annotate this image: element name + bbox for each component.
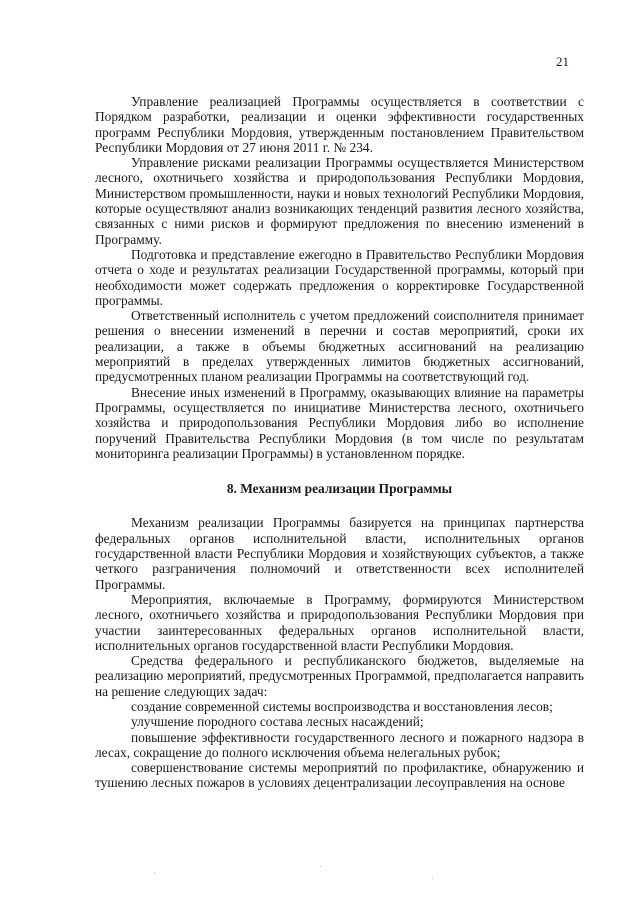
task-item: повышение эффективности государственного лесного и пожарного надзора в лесах, сокращение до полного исключения объема нелегальных рубок; — [95, 729, 584, 760]
page-number: 21 — [556, 54, 569, 69]
paragraph-annual-report: Подготовка и представление ежегодно в Правительство Республики Мордовия отчета о ходе и результатах реализации Государственной программы, который при необходимости может содержать предложения о корректировке Государственной программы. — [95, 246, 584, 308]
scan-speck — [432, 878, 433, 879]
paragraph-measures: Мероприятия, включаемые в Программу, формируются Министерством лесного, охотничьего хозяйства и природопользования Республики Мордовия при участии заинтересованных федеральных органов исполнительной власти, исполнительных органов государственной власти Республики Мордовия. — [95, 591, 584, 653]
task-item: улучшение породного состава лесных насаждений; — [131, 714, 424, 730]
scan-speck — [320, 866, 321, 867]
paragraph-program-management: Управление реализацией Программы осуществляется в соответствии с Порядком разработки, реализации и оценки эффективности государственных программ Республики Мордовия, утвержденным постановлением Правительством Республики Мордовия от 27 июня 2011 г. № 234. — [95, 94, 584, 155]
document-body — [95, 94, 584, 791]
scan-speck — [154, 872, 155, 873]
paragraph-responsible-executor: Ответственный исполнитель с учетом предложений соисполнителя принимает решения о внесении изменений в перечни и состав мероприятий, сроки их реализации, а также в объемы бюджетных ассигнований на реализацию мероприятий в пределах утвержденных лимитов бюджетных ассигнований, предусмотренных планом реализации Программы на соответствующий год. — [95, 308, 584, 385]
paragraph-risk-management: Управление рисками реализации Программы осуществляется Министерством лесного, охотничьего хозяйства и природопользования Республики Мордовия, Министерством промышленности, науки и новых технологий Республики Мордовия, которые осуществляют анализ возникающих тенденций развития лесного хозяйства, связанных с ними рисков и формируют предложения по внесению изменений в Программу. — [95, 155, 584, 247]
paragraph-budget-funds: Средства федерального и республиканского бюджетов, выделяемые на реализацию мероприятий, предусмотренных Программой, предполагается направить на решение следующих задач: — [95, 653, 584, 699]
task-item: совершенствование системы мероприятий по профилактике, обнаружению и тушению лесных пожаров в условиях децентрализации лесоуправления на основе — [95, 760, 584, 791]
paragraph-other-changes: Внесение иных изменений в Программу, оказывающих влияние на параметры Программы, осуществляется по инициативе Министерства лесного, охотничьего хозяйства и природопользования Республики Мордовия либо во исполнение поручений Правительства Республики Мордовия (в том числе по результатам мониторинга реализации Программы) в установленном порядке. — [95, 384, 584, 461]
task-item: создание современной системы воспроизводства и восстановления лесов; — [131, 698, 553, 714]
paragraph-mechanism: Механизм реализации Программы базируется на принципах партнерства федеральных органов исполнительной власти, исполнительных органов государственной власти Республики Мордовия и хозяйствующих субъектов, а также четкого разграничения полномочий и ответственности всех исполнителей Программы. — [95, 515, 584, 592]
section-heading: 8. Механизм реализации Программы — [226, 481, 453, 497]
